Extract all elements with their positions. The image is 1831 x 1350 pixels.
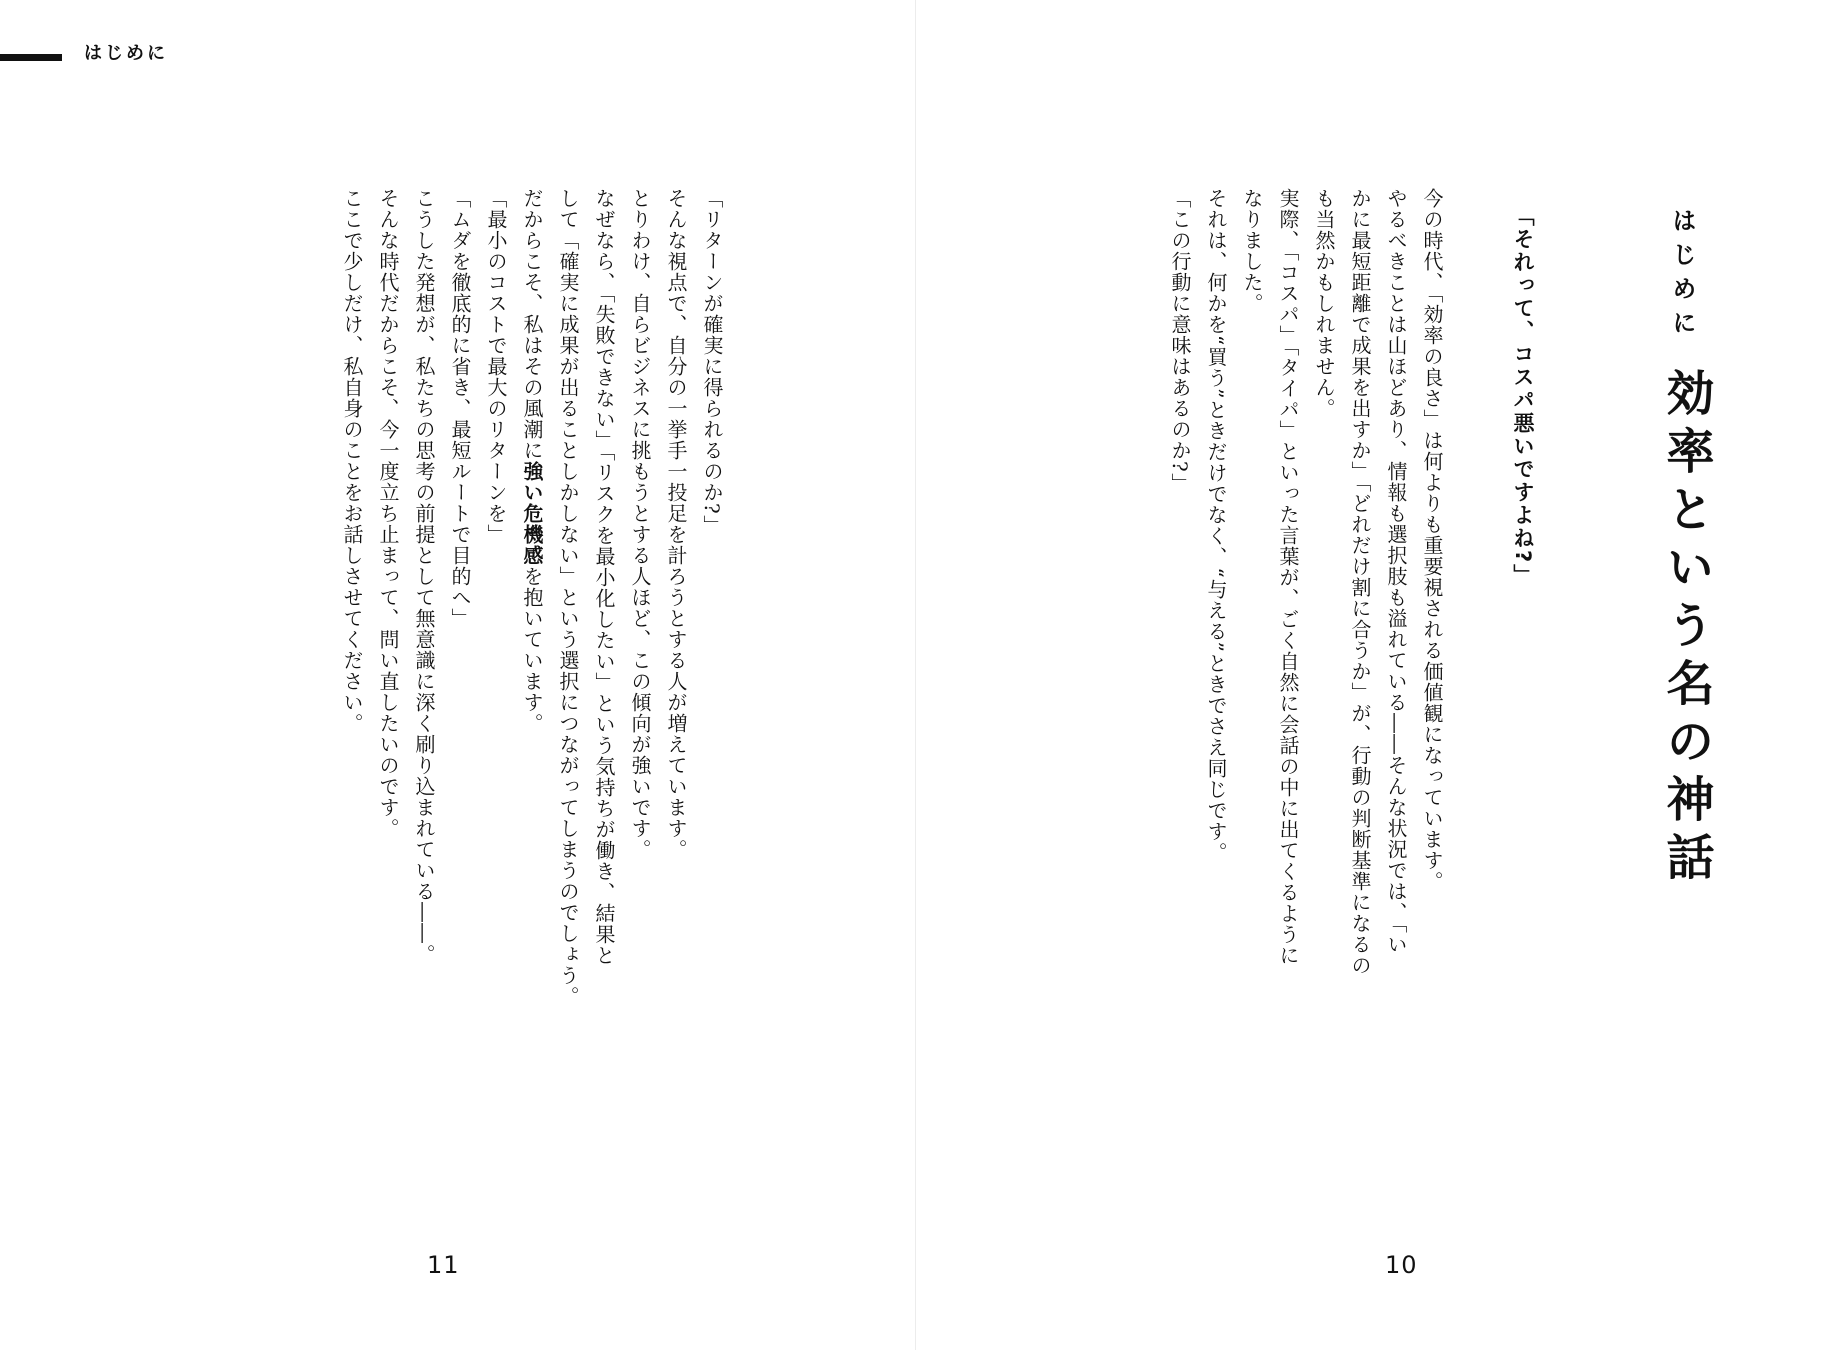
chapter-title: 効率という名の神話 — [1658, 368, 1714, 890]
page-gutter — [915, 0, 916, 1350]
right-paragraph-1-line-2: やるべきことは山ほどあり、情報も選択肢も溢れている――そんな状況では、「い — [1384, 188, 1408, 955]
left-paragraph-2-before: だからこそ、私はその風潮に — [520, 188, 544, 461]
left-paragraph-4-line-1: ここで少しだけ、私自身のことをお話しさせてください。 — [340, 188, 364, 734]
right-paragraph-1-line-1: 今の時代、「効率の良さ」は何よりも重要視される価値観になっています。 — [1420, 188, 1444, 892]
right-paragraph-1-line-3: かに最短距離で成果を出すか」「どれだけ割に合うか」が、行動の判断基準になるの — [1348, 188, 1372, 976]
strong-emphasis: 強い危機感 — [520, 461, 544, 566]
running-header-label: はじめに — [84, 43, 168, 64]
right-page-body — [1035, 188, 1450, 1198]
left-paragraph-1-line-3: して「確実に成果が出ることしかしない」という選択につながってしまうのでしょう。 — [556, 188, 580, 1007]
right-paragraph-1-line-4: も当然かもしれません。 — [1312, 188, 1336, 419]
right-paragraph-2-line-1: 実際、「コスパ」「タイパ」といった言葉が、ごく自然に会話の中に出てくるように — [1276, 188, 1300, 966]
right-paragraph-3-line-1: それは、何かを“買う”ときだけでなく、“与える”ときでさえ同じです。 — [1204, 188, 1228, 863]
left-paragraph-1-line-2: なぜなら、「失敗できない」「リスクを最小化したい」という気持ちが働き、結果と — [592, 188, 616, 966]
left-page-body — [110, 188, 730, 1198]
right-page-number: 10 — [1385, 1251, 1418, 1279]
section-subheading: 「それって、コスパ悪いですよね?」 — [1511, 205, 1535, 588]
left-paragraph-1-line-1: とりわけ、自らビジネスに挑もうとする人ほど、この傾向が強いです。 — [628, 188, 652, 860]
left-paragraph-3-line-3: こうした発想が、私たちの思考の前提として無意識に深く刷り込まれている――。 — [412, 188, 436, 965]
left-question-line-2: そんな視点で、自分の一挙手一投足を計ろうとする人が増えています。 — [664, 188, 688, 860]
running-header-bar — [0, 54, 62, 61]
left-question-line-1: 「リターンが確実に得られるのか?」 — [700, 188, 724, 536]
left-paragraph-3-line-1: 「最小のコストで最大のリターンを」 — [484, 188, 508, 545]
left-page-number: 11 — [427, 1251, 460, 1279]
right-paragraph-2-line-2: なりました。 — [1240, 188, 1264, 314]
left-paragraph-2-after: を抱いています。 — [520, 566, 544, 734]
left-paragraph-3-line-2: 「ムダを徹底的に省き、最短ルートで目的へ」 — [448, 188, 472, 629]
left-paragraph-3-line-4: そんな時代だからこそ、今一度立ち止まって、問い直したいのです。 — [376, 188, 400, 839]
right-paragraph-3-line-2: 「この行動に意味はあるのか?」 — [1168, 188, 1192, 494]
left-paragraph-2-line-1 — [514, 188, 550, 1198]
chapter-kicker: はじめに — [1668, 208, 1696, 344]
